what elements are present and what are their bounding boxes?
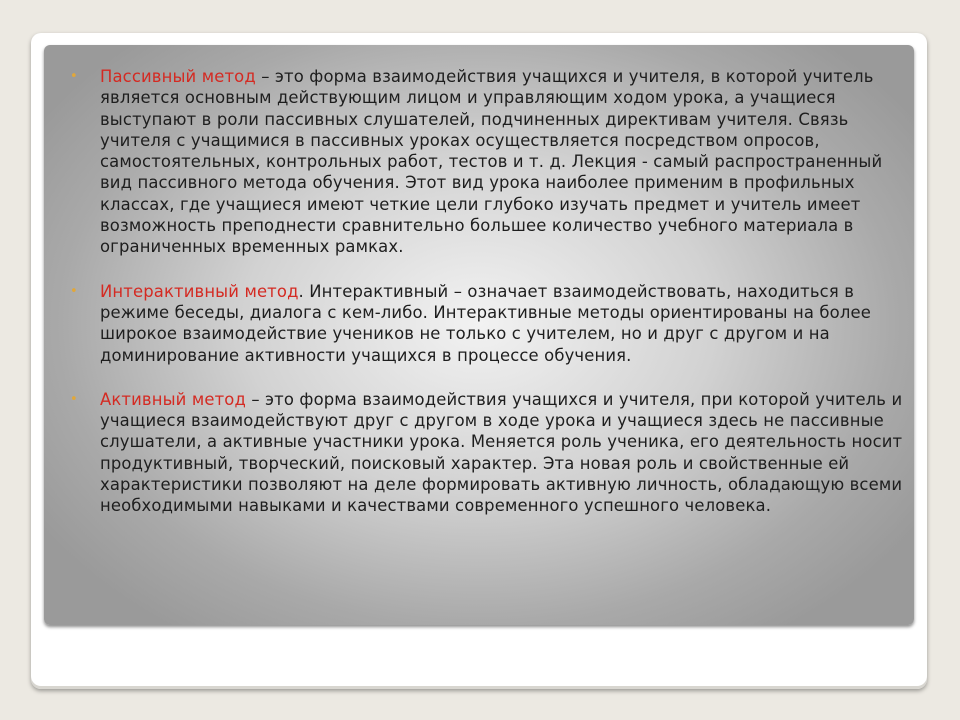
definition-interactive-method: . Интерактивный – означает взаимодействовать, находиться в режиме беседы, диалога с кем-либо. Интерактивные методы ориентированы на более широкое взаимодействие учеников не только с учителем, но и друг с другом и на доминирование активности учащихся в процессе обучения. <box>100 281 871 365</box>
bullet-list <box>70 66 906 517</box>
bullet-dot-icon: • <box>70 69 78 84</box>
bullet-item-active-method <box>70 389 906 517</box>
definition-passive-method: – это форма взаимодействия учащихся и учителя, в которой учитель является основным действующим лицом и управляющим ходом урока, а учащиеся выступают в роли пассивных слушателей, подчиненных директивам учителя. Связь учителя с учащимися в пассивных уроках осуществляется посредством опросов, самостоятельных, контрольных работ, тестов и т. д. Лекция - самый распространенный вид пассивного метода обучения. Этот вид урока наиболее применим в профильных классах, где учащиеся имеют четкие цели глубоко изучать предмет и учитель имеет возможность преподнести сравнительно большее количество учебного материала в ограниченных временных рамках. <box>100 67 883 257</box>
bullet-item-passive-method <box>70 66 906 258</box>
term-active-method: Активный метод <box>100 389 246 409</box>
term-interactive-method: Интерактивный метод <box>100 281 299 301</box>
bullet-dot-icon: • <box>70 283 78 299</box>
bullet-item-interactive-method <box>70 281 906 366</box>
term-passive-method: Пассивный метод <box>100 67 256 86</box>
definition-active-method: – это форма взаимодействия учащихся и учителя, при которой учитель и учащиеся взаимодействуют друг с другом в ходе урока и учащиеся здесь не пассивные слушатели, а активные участники урока. Меняется роль ученика, его деятельность носит продуктивный, творческий, поисковый характер. Эта новая роль и свойственные ей характеристики позволяют на деле формировать активную личность, обладающую всеми необходимыми навыками и качествами современного успешного человека. <box>100 389 903 516</box>
bullet-dot-icon: • <box>70 391 78 407</box>
